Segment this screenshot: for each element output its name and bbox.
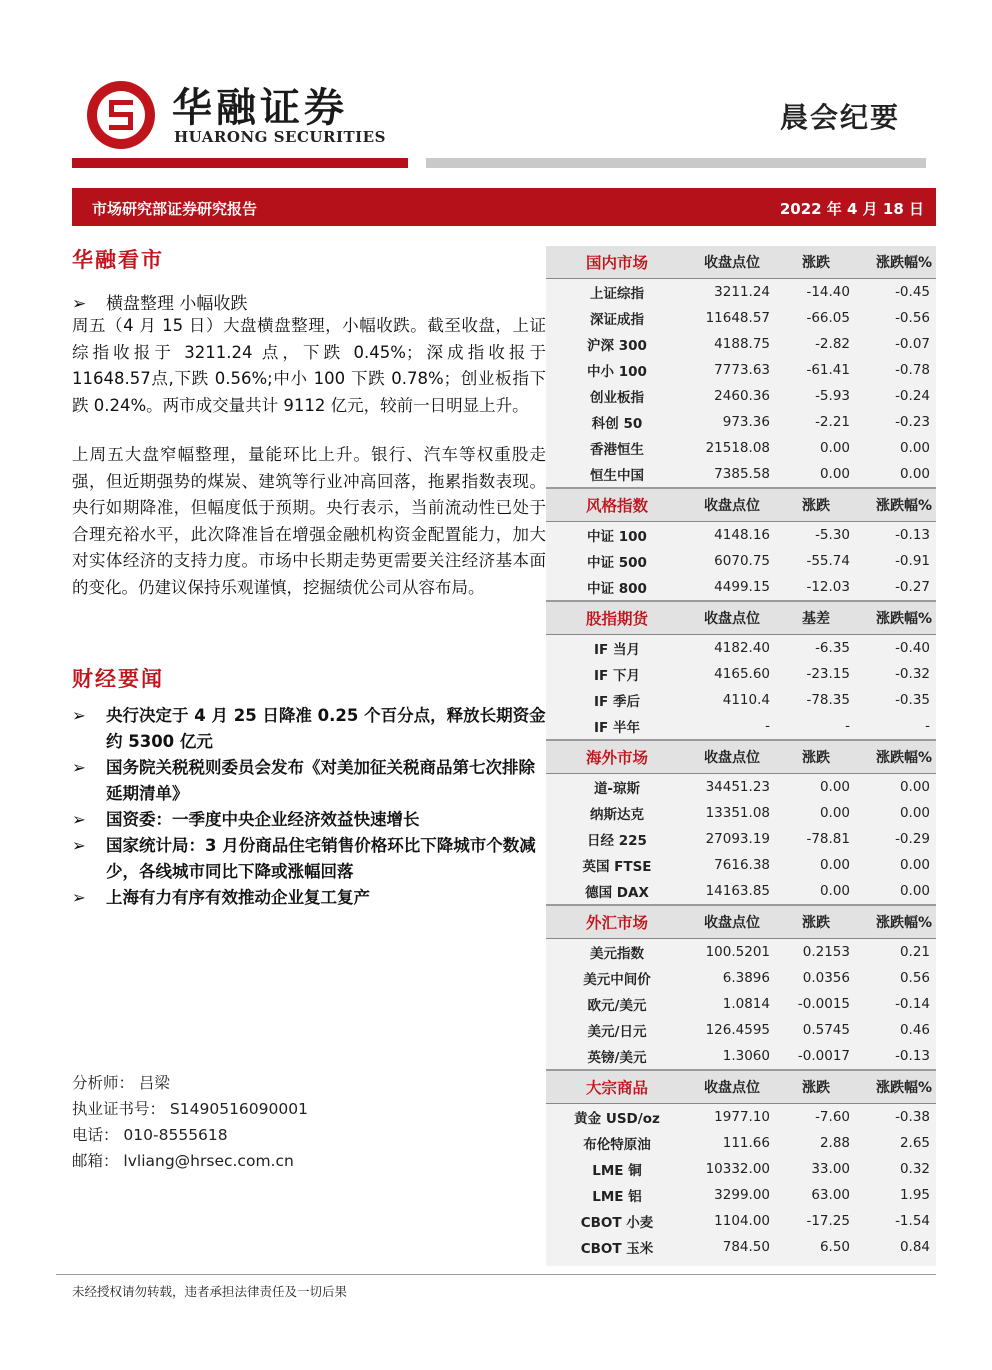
table-row (546, 826, 936, 852)
market-view-headline: 横盘整理 小幅收跌 (106, 294, 248, 314)
table-section-header (546, 489, 936, 522)
arrow-bullet-icon: ➢ (72, 706, 86, 725)
row-value: 0.56 (899, 970, 930, 986)
row-label: 布伦特原油 (583, 1137, 651, 1153)
row-label: CBOT 玉米 (580, 1241, 654, 1257)
row-value: -0.56 (895, 310, 930, 326)
table-row (546, 409, 936, 435)
company-logo-icon (84, 78, 158, 152)
news-title: 财经要闻 (72, 666, 164, 691)
table-row (546, 939, 936, 966)
arrow-bullet-icon: ➢ (72, 810, 86, 829)
row-value: 0.00 (776, 774, 856, 801)
row-value: 2460.36 (714, 388, 770, 404)
row-label: 香港恒生 (590, 442, 644, 458)
row-value: -0.78 (895, 362, 930, 378)
arrow-bullet-icon: ➢ (72, 836, 86, 855)
row-label: 欧元/美元 (587, 998, 647, 1014)
table-row (546, 1104, 936, 1131)
row-label: 创业板指 (590, 390, 644, 406)
column-header: 涨跌 (776, 1071, 856, 1104)
market-view-paragraph-2: 上周五大盘窄幅整理，量能环比上升。银行、汽车等权重股走强，但近期强势的煤炭、建筑等行业冲高回落，拖累指数表现。央行如期降准，但幅度低于预期。央行表示，当前流动性已处于合理充裕水平，此次降准旨在增强金融机构资金配置能力，加大对实体经济的支持力度。市场中长期走势更需要关注经济基本面的变化。仍建议保持乐观谨慎，挖掘绩优公司从容布局。 (72, 445, 546, 597)
row-value: 0.46 (899, 1022, 930, 1038)
analyst-info (72, 1070, 308, 1174)
table-row (546, 1208, 936, 1234)
row-label: 沪深 300 (587, 338, 647, 354)
row-value: 63.00 (811, 1187, 850, 1203)
row-label: 纳斯达克 (590, 807, 644, 823)
row-label: 美元/日元 (587, 1024, 647, 1040)
row-value: 0.2153 (776, 939, 856, 966)
table-row (546, 1182, 936, 1208)
header-rule-gray (426, 158, 926, 168)
row-value: -0.35 (895, 692, 930, 708)
row-value: - (765, 718, 770, 734)
news-item: ➢ 国务院关税税则委员会发布《对美加征关税商品第七次排除延期清单》 (72, 755, 546, 807)
table-row (546, 574, 936, 601)
row-value: 4499.15 (714, 579, 770, 595)
row-value: -0.14 (895, 996, 930, 1012)
table-row (546, 305, 936, 331)
row-value: 3211.24 (688, 279, 776, 306)
table-row (546, 800, 936, 826)
table-row (546, 1156, 936, 1182)
row-value: 6.50 (819, 1239, 850, 1255)
row-label: 中证 500 (587, 555, 647, 571)
row-value: -0.0017 (797, 1048, 850, 1064)
row-value: 0.00 (899, 805, 930, 821)
row-label: 深证成指 (590, 312, 644, 328)
row-value: 0.00 (899, 466, 930, 482)
table-row (546, 774, 936, 801)
row-value: 7385.58 (714, 466, 770, 482)
row-label: IF 下月 (594, 668, 640, 684)
row-label: 中证 100 (546, 522, 688, 549)
analyst-license: 执业证书号： S1490516090001 (72, 1100, 308, 1118)
report-banner (72, 188, 936, 226)
table-row (546, 461, 936, 488)
table-row (546, 331, 936, 357)
market-data-table (546, 246, 936, 1266)
news-list (72, 703, 546, 911)
table-section-header (546, 246, 936, 279)
row-value: 6070.75 (714, 553, 770, 569)
news-item: ➢ 上海有力有序有效推动企业复工复产 (72, 885, 546, 911)
row-value: 1977.10 (688, 1104, 776, 1131)
table-row (546, 991, 936, 1017)
row-value: 1104.00 (714, 1213, 770, 1229)
row-value: 0.5745 (802, 1022, 850, 1038)
footer-disclaimer: 未经授权请勿转载，违者承担法律责任及一切后果 (72, 1284, 348, 1299)
row-value: 1.3060 (722, 1048, 770, 1064)
row-value: 4188.75 (714, 336, 770, 352)
section-title: 海外市场 (546, 741, 688, 774)
row-value: -0.32 (895, 666, 930, 682)
row-value: -5.93 (815, 388, 850, 404)
table-row (546, 1234, 936, 1260)
row-value: -7.60 (776, 1104, 856, 1131)
row-label: LME 铝 (592, 1189, 642, 1205)
row-value: 1.95 (899, 1187, 930, 1203)
table-row (546, 661, 936, 687)
row-value: 2.65 (899, 1135, 930, 1151)
row-value: 0.00 (899, 440, 930, 456)
column-header: 涨跌 (776, 489, 856, 522)
row-value: -5.30 (776, 522, 856, 549)
row-label: 科创 50 (591, 416, 643, 432)
column-header: 收盘点位 (688, 906, 776, 939)
row-value: -0.40 (856, 635, 936, 662)
row-value: 4148.16 (688, 522, 776, 549)
analyst-name: 分析师： 吕梁 (72, 1074, 170, 1092)
table-row (546, 878, 936, 905)
row-value: -1.54 (895, 1213, 930, 1229)
column-header: 收盘点位 (688, 741, 776, 774)
row-value: - (845, 718, 850, 734)
column-header: 涨跌幅% (856, 1071, 936, 1104)
row-value: 1.0814 (722, 996, 770, 1012)
row-label: 中证 800 (587, 581, 647, 597)
row-value: 4165.60 (714, 666, 770, 682)
table-row (546, 522, 936, 549)
column-header: 收盘点位 (688, 489, 776, 522)
row-value: 11648.57 (705, 310, 770, 326)
row-value: -0.23 (895, 414, 930, 430)
header-rule-red (72, 158, 408, 168)
row-label: 中小 100 (587, 364, 647, 380)
row-label: 上证综指 (546, 279, 688, 306)
row-value: 784.50 (722, 1239, 770, 1255)
market-view-headline-row (72, 289, 247, 314)
news-item: ➢ 央行决定于 4 月 25 日降准 0.25 个百分点，释放长期资金约 5300 亿元 (72, 703, 546, 755)
row-value: -0.27 (895, 579, 930, 595)
table-section-header (546, 906, 936, 939)
row-value: 34451.23 (688, 774, 776, 801)
row-value: -0.29 (895, 831, 930, 847)
row-value: -66.05 (806, 310, 850, 326)
row-label: 日经 225 (587, 833, 647, 849)
arrow-bullet-icon: ➢ (72, 758, 86, 777)
row-label: 德国 DAX (585, 885, 649, 901)
company-name-en: HUARONG SECURITIES (174, 128, 386, 146)
section-title: 大宗商品 (546, 1071, 688, 1104)
row-value: 7616.38 (714, 857, 770, 873)
row-value: 0.21 (856, 939, 936, 966)
column-header: 涨跌 (776, 246, 856, 279)
row-value: 7773.63 (714, 362, 770, 378)
row-value: 0.84 (899, 1239, 930, 1255)
column-header: 涨跌幅% (856, 906, 936, 939)
section-title: 外汇市场 (546, 906, 688, 939)
row-value: 111.66 (722, 1135, 770, 1151)
table-row (546, 279, 936, 306)
row-label: 黄金 USD/oz (546, 1104, 688, 1131)
row-value: 10332.00 (705, 1161, 770, 1177)
row-value: 6.3896 (722, 970, 770, 986)
row-value: -0.24 (895, 388, 930, 404)
column-header: 涨跌幅% (856, 602, 936, 635)
section-title: 股指期货 (546, 602, 688, 635)
banner-date: 2022 年 4 月 18 日 (779, 200, 924, 218)
row-label: IF 季后 (594, 694, 640, 710)
row-value: -12.03 (806, 579, 850, 595)
arrow-bullet-icon: ➢ (72, 888, 86, 907)
row-value: -0.38 (856, 1104, 936, 1131)
row-label: IF 当月 (546, 635, 688, 662)
row-value: 0.00 (819, 805, 850, 821)
row-value: -0.13 (895, 1048, 930, 1064)
row-value: 0.32 (899, 1161, 930, 1177)
row-value: 0.00 (819, 883, 850, 899)
table-row (546, 383, 936, 409)
row-label: 美元指数 (546, 939, 688, 966)
news-item: ➢ 国家统计局：3 月份商品住宅销售价格环比下降城市个数减少，各线城市同比下降或涨幅回落 (72, 833, 546, 885)
row-value: -6.35 (776, 635, 856, 662)
row-value: 4182.40 (688, 635, 776, 662)
row-value: -55.74 (806, 553, 850, 569)
row-label: 英镑/美元 (587, 1050, 647, 1066)
row-label: LME 铜 (592, 1163, 642, 1179)
table-row (546, 965, 936, 991)
table-row (546, 548, 936, 574)
row-value: 13351.08 (705, 805, 770, 821)
footer-rule (56, 1274, 936, 1275)
market-view-paragraph-1: 周五（4 月 15 日）大盘横盘整理，小幅收跌。截至收盘，上证综指收报于 3211.24 点，下跌 0.45%；深成指收报于 11648.57点,下跌 0.56%;中小 100 下跌 0.78%；创业板指下跌 0.24%。两市成交量共计 9112 亿元，较前一日明显上升。 (72, 316, 546, 415)
section-title: 国内市场 (546, 246, 688, 279)
table-section-header (546, 1071, 936, 1104)
table-row (546, 1043, 936, 1070)
table-section-header (546, 741, 936, 774)
row-value: 0.00 (899, 857, 930, 873)
column-header: 收盘点位 (688, 602, 776, 635)
row-value: 0.00 (899, 883, 930, 899)
row-label: CBOT 小麦 (580, 1215, 654, 1231)
table-row (546, 713, 936, 740)
column-header: 涨跌幅% (856, 489, 936, 522)
row-label: 恒生中国 (590, 468, 644, 484)
table-row (546, 852, 936, 878)
row-value: -78.35 (806, 692, 850, 708)
table-row (546, 1017, 936, 1043)
banner-department: 市场研究部证券研究报告 (92, 200, 258, 218)
row-value: 33.00 (811, 1161, 850, 1177)
row-value: 0.00 (856, 774, 936, 801)
document-type: 晨会纪要 (780, 101, 901, 134)
table-row (546, 357, 936, 383)
row-value: 126.4595 (705, 1022, 770, 1038)
row-label: 英国 FTSE (582, 859, 652, 875)
row-value: 0.0356 (802, 970, 850, 986)
table-row (546, 435, 936, 461)
row-value: -0.13 (856, 522, 936, 549)
column-header: 基差 (776, 602, 856, 635)
row-value: 0.00 (819, 440, 850, 456)
row-label: 美元中间价 (583, 972, 651, 988)
row-value: 100.5201 (688, 939, 776, 966)
row-value: -17.25 (806, 1213, 850, 1229)
column-header: 收盘点位 (688, 246, 776, 279)
row-label: IF 半年 (594, 720, 640, 736)
row-label: 道-琼斯 (546, 774, 688, 801)
row-value: -0.91 (895, 553, 930, 569)
table-row (546, 1130, 936, 1156)
row-value: 21518.08 (705, 440, 770, 456)
column-header: 涨跌幅% (856, 246, 936, 279)
row-value: 0.00 (819, 857, 850, 873)
row-value: 4110.4 (722, 692, 770, 708)
section-title: 风格指数 (546, 489, 688, 522)
row-value: -23.15 (806, 666, 850, 682)
company-name-cn: 华融证券 (172, 84, 348, 131)
column-header: 收盘点位 (688, 1071, 776, 1104)
analyst-email[interactable]: 邮箱： lvliang@hrsec.com.cn (72, 1152, 294, 1170)
row-value: -61.41 (806, 362, 850, 378)
row-value: 2.88 (819, 1135, 850, 1151)
table-section-header (546, 602, 936, 635)
row-value: -0.0015 (797, 996, 850, 1012)
row-value: 14163.85 (705, 883, 770, 899)
row-value: 3299.00 (714, 1187, 770, 1203)
row-value: 0.00 (819, 466, 850, 482)
column-header: 涨跌幅% (856, 741, 936, 774)
row-value: - (925, 718, 930, 734)
column-header: 涨跌 (776, 906, 856, 939)
row-value: -0.07 (895, 336, 930, 352)
row-value: -2.82 (815, 336, 850, 352)
row-value: 27093.19 (705, 831, 770, 847)
row-value: -2.21 (815, 414, 850, 430)
table-row (546, 635, 936, 662)
news-item: ➢ 国资委：一季度中央企业经济效益快速增长 (72, 807, 546, 833)
column-header: 涨跌 (776, 741, 856, 774)
row-value: -0.45 (856, 279, 936, 306)
market-view-title: 华融看市 (72, 247, 164, 272)
table-row (546, 687, 936, 713)
row-value: -78.81 (806, 831, 850, 847)
arrow-bullet-icon: ➢ (72, 294, 87, 314)
row-value: 973.36 (722, 414, 770, 430)
analyst-phone: 电话： 010-8555618 (72, 1126, 228, 1144)
row-value: -14.40 (776, 279, 856, 306)
